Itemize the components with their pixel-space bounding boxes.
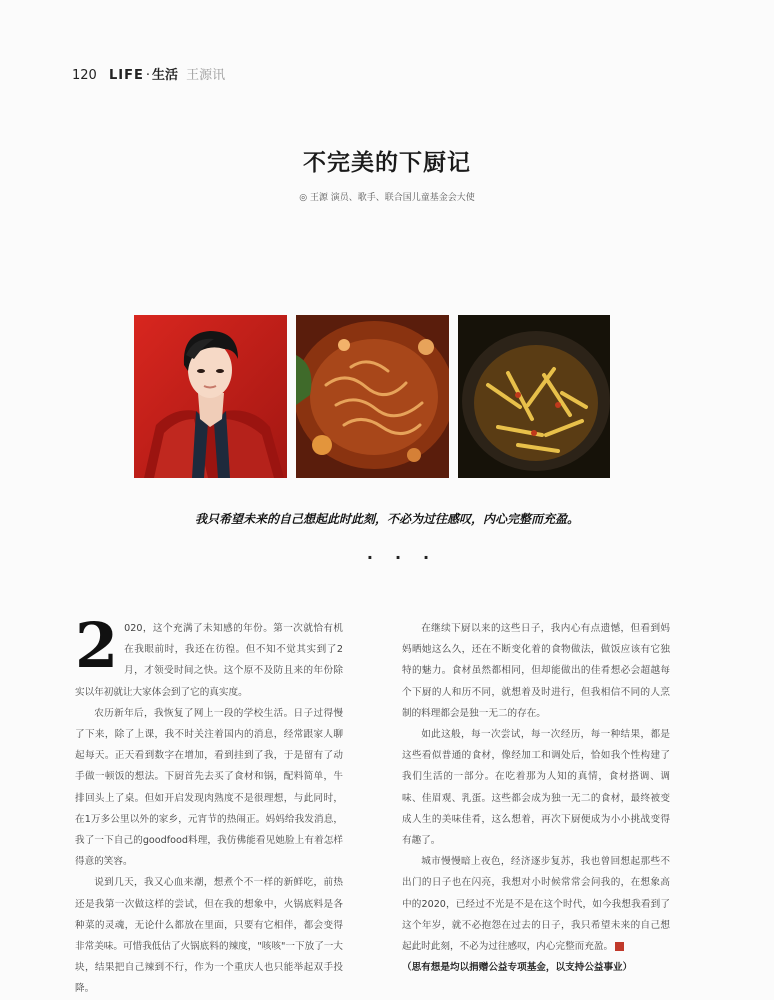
stirfry-illustration xyxy=(458,315,610,478)
paragraph: 如此这般，每一次尝试，每一次经历，每一种结果，都是这些看似普通的食材，像经加工和调处后，恰如我个性构建了我们生活的一部分。在吃着那为人知的真情，食材搭调、调味、佳眉观、乳蛋。这些都会成为独一无二的食材，最终被变成人生的美味佳肴，这么想着，再次下厨便成为小小挑战变得有趣了。 xyxy=(402,729,670,847)
paragraph-text: 020，这个充满了未知感的年份。第一次就恰有机在我眼前时，我还在彷徨。但不知不觉其实到了2月，才领受时间之快。这个原不及防且来的年份除实以年初就让大家体会到了它的真实度。 xyxy=(75,623,343,698)
stirfry-photo xyxy=(458,315,610,478)
article-title: 不完美的下厨记 xyxy=(303,149,471,176)
paragraph: 说到几天，我又心血来潮，想煮个不一样的新鲜吃，前热还是我第一次做这样的尝试，但在我的想象中，火锅底料是各种菜的灵魂，无论什么都放在里面，只要有它相伴，都会变得非常美味。可惜我低估了火锅底料的辣度，"咳咳"一下放了一大块，结果把自己辣到不行，作为一个重庆人也只能举起双手投降。 xyxy=(75,877,343,995)
article-column-right xyxy=(402,618,670,978)
drop-cap: 2 xyxy=(75,609,119,682)
paragraph xyxy=(75,609,343,703)
section-divider-dots: ··· xyxy=(366,548,452,567)
hotpot-photo xyxy=(296,315,449,478)
running-header xyxy=(72,64,225,83)
hotpot-illustration xyxy=(296,315,449,478)
footnote: （思有想是均以捐赠公益专项基金，以支持公益事业） xyxy=(402,962,633,974)
page-number: 120 xyxy=(72,68,97,83)
paragraph xyxy=(402,851,670,957)
end-mark-icon xyxy=(615,942,624,951)
paragraph: 在继续下厨以来的这些日子，我内心有点遗憾，但看到妈妈晒她这么久，还在不断变化着的食物做法，做饭应该有它独特的魅力。食材虽然都相同，但却能做出的佳肴想必会超越每个下厨的人和历不同，就想着及时进行，但我相信不同的人烹制的料理都会是独一无二的存在。 xyxy=(402,623,670,719)
header-author: 王源讯 xyxy=(186,68,226,83)
article-byline: ◎ 王源 演员、歌手、联合国儿童基金会大使 xyxy=(299,193,475,203)
pull-quote: 我只希望未来的自己想起此时此刻，不必为过往感叹，内心完整而充盈。 xyxy=(194,512,579,526)
section-label-en: LIFE xyxy=(108,68,144,83)
portrait-photo xyxy=(134,315,287,478)
paragraph-text: 城市慢慢暗上夜色，经济逐步复苏，我也曾回想起那些不出门的日子也在闪亮，我想对小时候常常会问我的，在想象高中的2020，已经过不光是不是在这个时代，如今我想我看到了这个年岁，就不必抱怨在过去的日子，我只希望未来的自己想起此时此刻，不必为过往感叹，内心完整而充盈。 xyxy=(402,856,670,953)
portrait-illustration xyxy=(134,315,287,478)
paragraph: 农历新年后，我恢复了网上一段的学校生活。日子过得慢了下来，除了上课，我不时关注着国内的消息，经常跟家人聊起每天。正天看到数字在增加，看到挂到了我，于是留有了动手做一顿饭的想法。下厨首先去买了食材和锅，配料简单，牛排回头上了桌。但如开启发现肉熟度不是很理想，与此同时，在1万多公里以外的家乡，元宵节的热闹正。妈妈给我发消息，我了一下自己的goodfood料理，我仿佛能看见她脸上有着怎样得意的笑容。 xyxy=(75,707,343,868)
article-column-left xyxy=(75,609,343,1000)
section-label-cn: 生活 xyxy=(152,68,179,83)
header-separator: · xyxy=(145,68,150,83)
